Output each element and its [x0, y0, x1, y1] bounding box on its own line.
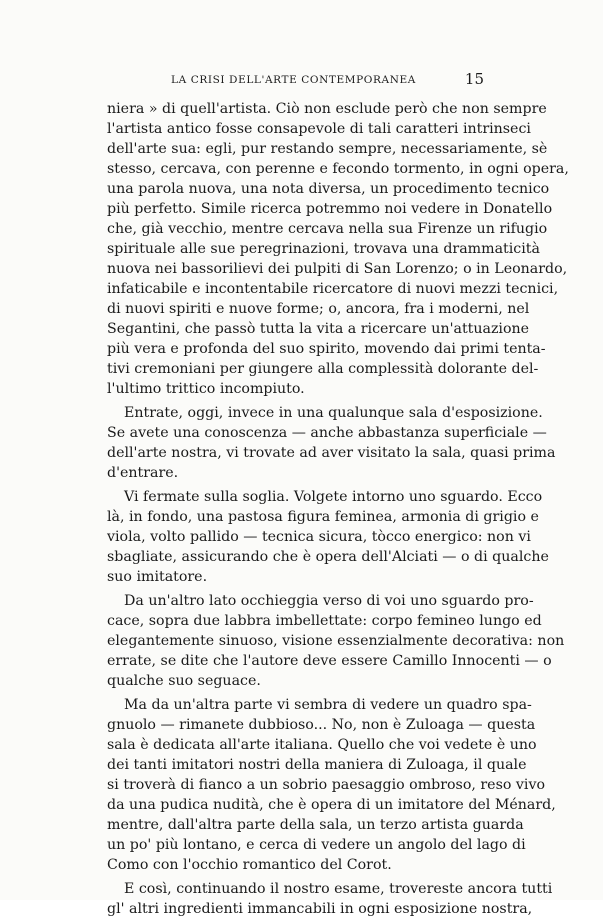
running-head: LA CRISI DELL'ARTE CONTEMPORANEA	[171, 74, 416, 86]
text-line: suo imitatore.	[107, 569, 208, 585]
text-line: gnuolo — rimanete dubbioso... No, non è Zuloaga — questa	[107, 717, 536, 733]
text-line: elegantemente sinuoso, visione essenzialmente decorativa: non	[107, 633, 565, 649]
text-line: E così, continuando il nostro esame, trovereste ancora tutti	[124, 881, 553, 897]
text-line: si troverà di fianco a un sobrio paesaggio ombroso, reso vivo	[107, 777, 546, 793]
text-line: l'artista antico fosse consapevole di tali caratteri intrinseci	[107, 121, 531, 137]
text-line: più perfetto. Simile ricerca potremmo noi vedere in Donatello	[107, 201, 553, 217]
paragraph	[107, 879, 553, 919]
paragraph	[107, 99, 569, 399]
page-header	[107, 72, 484, 90]
text-line: che, già vecchio, mentre cercava nella sua Firenze un rifugio	[107, 221, 548, 237]
text-line: dell'arte nostra, vi trovate ad aver visitato la sala, quasi prima	[107, 445, 556, 461]
paragraph	[107, 487, 549, 587]
text-line: un po' più lontano, e cerca di vedere un angolo del lago di	[107, 837, 526, 853]
text-line: Como con l'occhio romantico del Corot.	[107, 857, 392, 873]
text-line: mentre, dall'altra parte della sala, un terzo artista guarda	[107, 817, 524, 833]
text-line: Se avete una conoscenza — anche abbastanza superficiale —	[107, 425, 547, 441]
text-line: dell'arte sua: egli, pur restando sempre, necessariamente, sè	[107, 141, 548, 157]
text-line: Entrate, oggi, invece in una qualunque sala d'esposizione.	[124, 405, 543, 421]
text-line: dei tanti imitatori nostri della maniera di Zuloaga, il quale	[107, 757, 527, 773]
text-line: tivi cremoniani per giungere alla complessità dolorante del-	[107, 361, 539, 377]
text-line: una parola nuova, una nota diversa, un procedimento tecnico	[107, 181, 550, 197]
text-line: cace, sopra due labbra imbellettate: corpo femineo lungo ed	[107, 613, 542, 629]
text-line: da una pudica nudità, che è opera di un imitatore del Ménard,	[107, 797, 556, 813]
text-line: niera » di quell'artista. Ciò non esclude però che non sempre	[107, 101, 547, 117]
page-number: 15	[464, 70, 484, 88]
text-line: stesso, cercava, con perenne e fecondo tormento, in ogni opera,	[107, 161, 569, 177]
paragraph	[107, 403, 556, 483]
text-line: di nuovi spiriti e nuove forme; o, ancora, fra i moderni, nel	[107, 301, 530, 317]
text-line: gl' altri ingredienti immancabili in ogni esposizione nostra,	[107, 901, 533, 917]
text-line: Ma da un'altra parte vi sembra di vedere un quadro spa-	[124, 697, 532, 713]
text-line: infaticabile e incontentabile ricercatore di nuovi mezzi tecnici,	[107, 281, 559, 297]
text-line: sala è dedicata all'arte italiana. Quello che voi vedete è uno	[107, 737, 537, 753]
text-line: nuova nei bassorilievi dei pulpiti di San Lorenzo; o in Leonardo,	[107, 261, 568, 277]
text-line: l'ultimo trittico incompiuto.	[107, 381, 305, 397]
text-line: Segantini, che passò tutta la vita a ricercare un'attuazione	[107, 321, 530, 337]
text-line: Da un'altro lato occhieggia verso di voi uno sguardo pro-	[124, 593, 534, 609]
text-line: sbagliate, assicurando che è opera dell'Alciati — o di qualche	[107, 549, 549, 565]
text-line: errate, se dite che l'autore deve essere Camillo Innocenti — o	[107, 653, 552, 669]
text-line: Vi fermate sulla soglia. Volgete intorno uno sguardo. Ecco	[124, 489, 543, 505]
text-line: spirituale alle sue peregrinazioni, trovava una drammaticità	[107, 241, 540, 257]
text-line: più vera e profonda del suo spirito, movendo dai primi tenta-	[107, 341, 546, 357]
text-line: là, in fondo, una pastosa figura feminea, armonia di grigio e	[107, 509, 539, 525]
text-line: viola, volto pallido — tecnica sicura, tòcco energico: non vi	[107, 529, 531, 545]
paragraph	[107, 591, 565, 691]
text-line: qualche suo seguace.	[107, 673, 261, 689]
body-text	[107, 99, 569, 923]
paragraph	[107, 695, 556, 875]
text-line: d'entrare.	[107, 465, 179, 481]
